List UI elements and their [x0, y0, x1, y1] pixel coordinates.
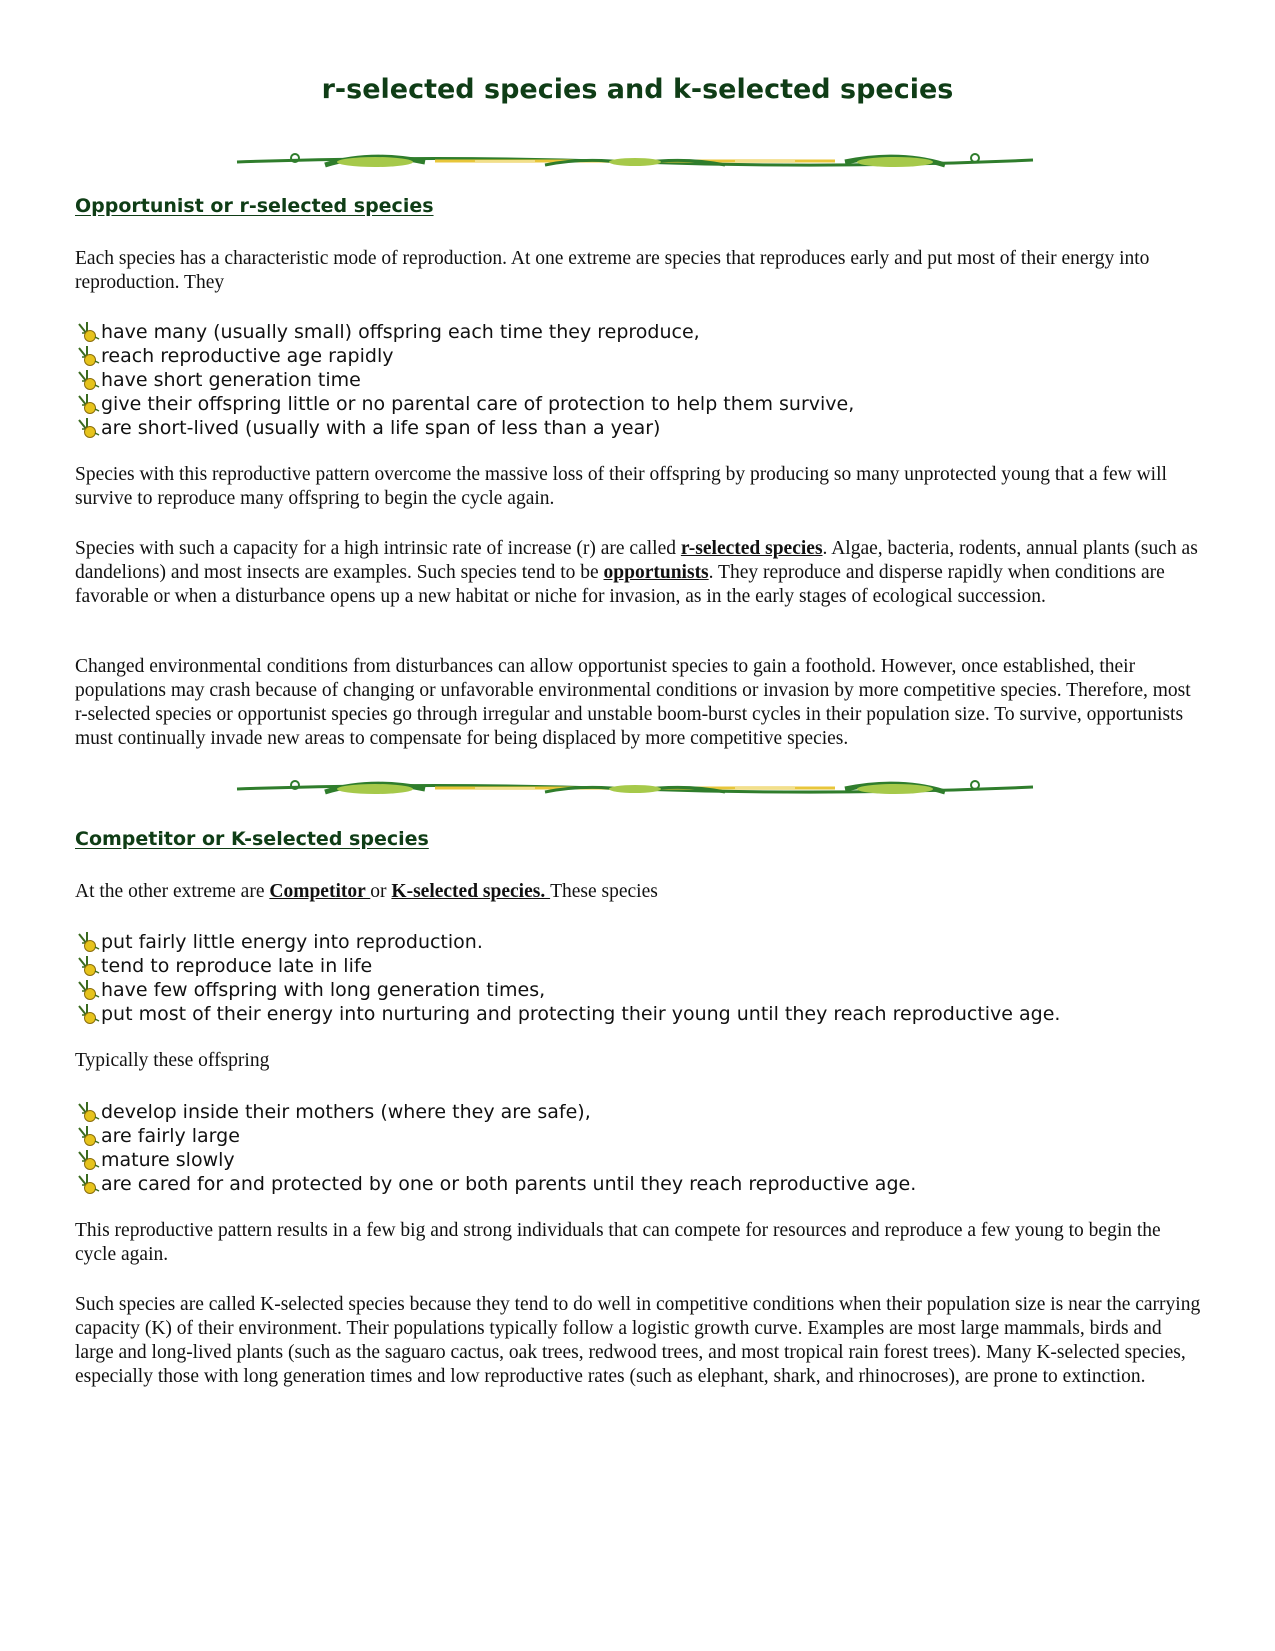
k-selected-term: K-selected species. [391, 881, 551, 902]
sprout-bullet-icon [76, 1149, 101, 1171]
sprout-bullet-icon [76, 417, 101, 439]
typically-label: Typically these offspring [75, 1050, 270, 1071]
section-r-paragraph-1: Species with this reproductive pattern overcome the massive loss of their offspring by producing so many unprotected young that a few will survive to reproduce many offspring to begin the cycle again. [75, 464, 1167, 509]
sprout-bullet-icon [76, 955, 101, 977]
sprout-bullet-icon [76, 1003, 101, 1025]
list-item: give their offspring little or no parental care of protection to help them survive, [76, 392, 854, 416]
vine-divider-icon [235, 149, 1035, 175]
list-item: have few offspring with long generation times, [76, 978, 1060, 1002]
list-item: have many (usually small) offspring each time they reproduce, [76, 320, 854, 344]
list-item: put most of their energy into nurturing and protecting their young until they reach reproductive age. [76, 1002, 1060, 1026]
sprout-bullet-icon [76, 931, 101, 953]
vine-divider-icon [235, 776, 1035, 802]
section-r-paragraph-2: Species with such a capacity for a high intrinsic rate of increase (r) are called r-selected species. Algae, bacteria, rodents, annual plants (such as dandelions) and most insects are examples. Such species tend to be opportunists. They reproduce and disperse rapidly when conditions are favorable or when a disturbance opens up a new habitat or niche for invasion, as in the early stages of ecological succession. [75, 538, 1198, 607]
sprout-bullet-icon [76, 345, 101, 367]
section-k-bullet-list-1 [76, 930, 1060, 1026]
sprout-bullet-icon [76, 1125, 101, 1147]
sprout-bullet-icon [76, 979, 101, 1001]
sprout-bullet-icon [76, 321, 101, 343]
section-k-paragraph-1: This reproductive pattern results in a few big and strong individuals that can compete for resources and reproduce a few young to begin the cycle again. [75, 1220, 1161, 1265]
section-r-intro: Each species has a characteristic mode of reproduction. At one extreme are species that reproduces early and put most of their energy into reproduction. They [75, 248, 1150, 293]
r-selected-term: r-selected species [680, 538, 823, 559]
list-item: develop inside their mothers (where they are safe), [76, 1100, 916, 1124]
sprout-bullet-icon [76, 393, 101, 415]
sprout-bullet-icon [76, 369, 101, 391]
list-item: are short-lived (usually with a life span of less than a year) [76, 416, 854, 440]
list-item: are cared for and protected by one or both parents until they reach reproductive age. [76, 1172, 916, 1196]
list-item: put fairly little energy into reproduction. [76, 930, 1060, 954]
section-k-paragraph-2: Such species are called K-selected species because they tend to do well in competitive conditions when their population size is near the carrying capacity (K) of their environment. Their populations typically follow a logistic growth curve. Examples are most large mammals, birds and large and long-lived plants (such as the saguaro cactus, oak trees, redwood trees, and most tropical rain forest trees). Many K-selected species, especially those with long generation times and low reproductive rates (such as elephant, shark, and rhinocroses), are prone to extinction. [75, 1294, 1201, 1387]
page-title: r-selected species and k-selected species [321, 74, 954, 105]
sprout-bullet-icon [76, 1173, 101, 1195]
section-k-intro: At the other extreme are Competitor or K-selected species. These species [75, 881, 658, 902]
list-item: have short generation time [76, 368, 854, 392]
list-item: are fairly large [76, 1124, 916, 1148]
list-item: reach reproductive age rapidly [76, 344, 854, 368]
list-item: mature slowly [76, 1148, 916, 1172]
section-r-paragraph-3: Changed environmental conditions from disturbances can allow opportunist species to gain a foothold. However, once established, their populations may crash because of changing or unfavorable environmental conditions or invasion by more competitive species. Therefore, most r-selected species or opportunist species go through irregular and unstable boom-burst cycles in their population size. To survive, opportunists must continually invade new areas to compensate for being displaced by more competitive species. [75, 656, 1191, 749]
section-r-bullet-list [76, 320, 854, 440]
sprout-bullet-icon [76, 1101, 101, 1123]
section-k-bullet-list-2 [76, 1100, 916, 1196]
opportunists-term: opportunists [603, 562, 709, 583]
list-item: tend to reproduce late in life [76, 954, 1060, 978]
section-k-heading: Competitor or K-selected species [75, 828, 429, 850]
competitor-term: Competitor [269, 881, 371, 902]
section-r-heading: Opportunist or r-selected species [75, 195, 434, 217]
